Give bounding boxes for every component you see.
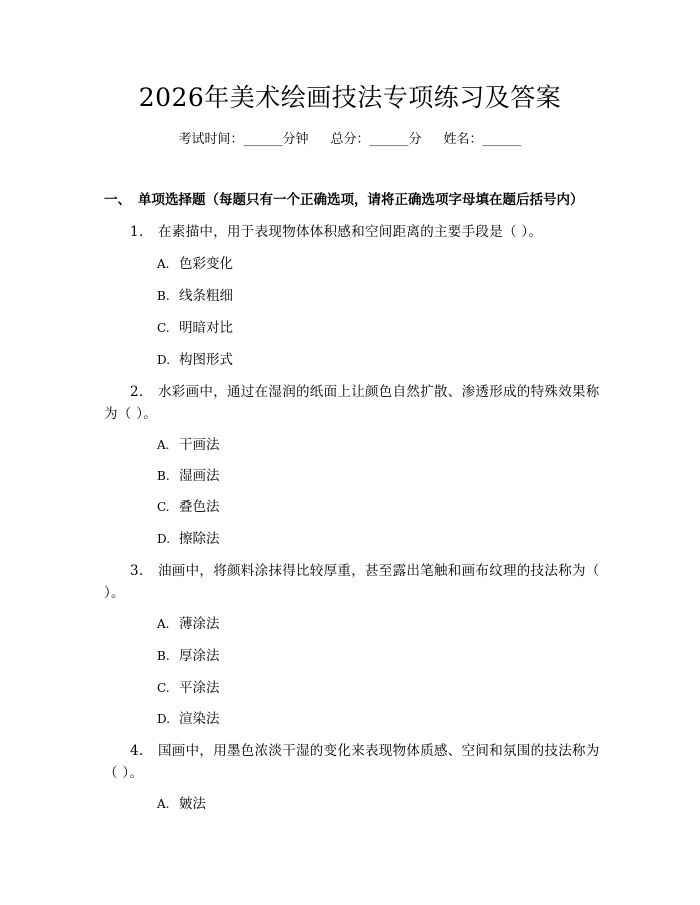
option-text: 湿画法 [179, 468, 220, 484]
question-number: 1. [130, 224, 144, 240]
option-text: 明暗对比 [179, 320, 233, 336]
question-2-option-a [157, 434, 220, 456]
section-title: 单项选择题（每题只有一个正确选项，请将正确选项字母填在题后括号内） [138, 192, 584, 208]
option-text: 薄涂法 [179, 616, 220, 632]
question-1 [104, 221, 600, 243]
option-text: 平涂法 [179, 680, 220, 696]
exam-meta [0, 130, 700, 150]
option-letter: B. [157, 649, 170, 663]
question-3 [104, 560, 600, 604]
question-number: 3. [130, 563, 144, 579]
question-1-option-c [157, 317, 233, 339]
option-letter: A. [157, 257, 170, 271]
option-letter: A. [157, 617, 170, 631]
option-letter: B. [157, 289, 170, 303]
question-1-option-d [157, 349, 233, 371]
option-letter: C. [157, 681, 170, 695]
question-2 [104, 381, 600, 425]
question-1-option-b [157, 285, 233, 307]
question-text: 水彩画中，通过在湿润的纸面上让颜色自然扩散、渗透形成的特殊效果称为（ ）。 [104, 384, 600, 422]
student-name-field: 姓名：______ [443, 132, 522, 147]
question-3-option-c [157, 677, 220, 699]
option-letter: C. [157, 321, 170, 335]
question-4-option-a [157, 793, 206, 815]
question-text: 国画中，用墨色浓淡干湿的变化来表现物体质感、空间和氛围的技法称为（ ）。 [104, 743, 600, 781]
option-letter: A. [157, 797, 170, 811]
option-letter: D. [157, 712, 171, 726]
option-letter: C. [157, 500, 170, 514]
question-1-option-a [157, 253, 233, 275]
exam-time-field: 考试时间：______分钟 [178, 132, 309, 147]
option-letter: D. [157, 353, 171, 367]
option-text: 线条粗细 [179, 288, 233, 304]
option-letter: B. [157, 469, 170, 483]
question-number: 4. [130, 743, 144, 759]
question-2-option-c [157, 496, 220, 518]
question-2-option-b [157, 465, 220, 487]
option-text: 皴法 [179, 796, 206, 812]
option-text: 厚涂法 [179, 648, 220, 664]
question-text: 油画中，将颜料涂抹得比较厚重，甚至露出笔触和画布纹理的技法称为（ ）。 [104, 563, 600, 601]
question-text: 在素描中，用于表现物体体积感和空间距离的主要手段是（ ）。 [158, 224, 543, 240]
question-4 [104, 740, 600, 784]
option-text: 叠色法 [179, 499, 220, 515]
question-2-option-d [157, 528, 220, 550]
page-title: 2026年美术绘画技法专项练习及答案 [138, 83, 562, 112]
option-letter: D. [157, 532, 171, 546]
section-number: 一、 [104, 192, 131, 208]
total-score-field: 总分：______分 [330, 132, 422, 147]
option-text: 渲染法 [179, 711, 220, 727]
question-3-option-d [157, 708, 220, 730]
question-3-option-a [157, 613, 220, 635]
question-3-option-b [157, 645, 220, 667]
question-number: 2. [130, 384, 144, 400]
option-letter: A. [157, 438, 170, 452]
option-text: 干画法 [179, 437, 220, 453]
option-text: 色彩变化 [179, 256, 233, 272]
option-text: 擦除法 [179, 531, 220, 547]
option-text: 构图形式 [179, 352, 233, 368]
section-heading [104, 189, 584, 211]
